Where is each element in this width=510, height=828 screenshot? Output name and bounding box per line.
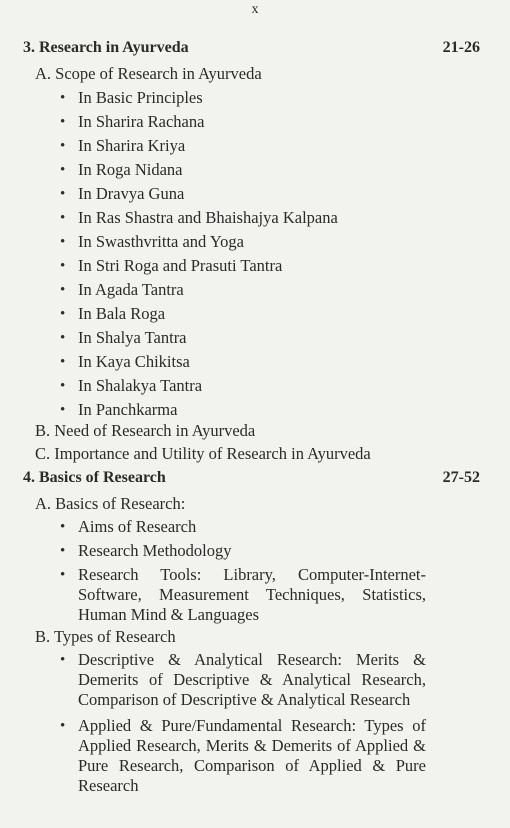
section-heading: B. Types of Research bbox=[35, 627, 176, 646]
chapter-pages: 27-52 bbox=[442, 469, 480, 486]
list-item: • Research Methodology bbox=[60, 539, 232, 563]
list-item: • In Shalakya Tantra bbox=[60, 374, 338, 398]
list-item: • In Bala Roga bbox=[60, 302, 338, 326]
chapter-heading bbox=[23, 469, 480, 487]
bullet-list bbox=[60, 86, 338, 422]
list-item: • In Swasthvritta and Yoga bbox=[60, 230, 338, 254]
section-heading: B. Need of Research in Ayurveda bbox=[35, 421, 256, 440]
section-heading: A. Scope of Research in Ayurveda bbox=[35, 64, 262, 83]
bullet-list bbox=[60, 565, 426, 631]
list-item: • Aims of Research bbox=[60, 515, 232, 539]
bullet-list bbox=[60, 515, 232, 563]
list-item: • In Kaya Chikitsa bbox=[60, 350, 338, 374]
page-number: x bbox=[251, 2, 259, 17]
chapter-heading bbox=[23, 39, 480, 57]
list-item: • In Ras Shastra and Bhaishajya Kalpana bbox=[60, 206, 338, 230]
section-heading: C. Importance and Utility of Research in Ayurveda bbox=[35, 444, 371, 463]
chapter-title: 4. Basics of Research bbox=[23, 469, 166, 486]
list-item: • In Sharira Kriya bbox=[60, 134, 338, 158]
chapter-pages: 21-26 bbox=[442, 39, 480, 56]
list-item: • Applied & Pure/Fundamental Research: Types of Applied Research, Merits & Demerits of Applied & Pure Research, Comparison of Applied & Pure Research bbox=[60, 716, 426, 796]
list-item: • Descriptive & Analytical Research: Merits & Demerits of Descriptive & Analytical Research, Comparison of Descriptive & Analytical Research bbox=[60, 650, 426, 710]
chapter-title: 3. Research in Ayurveda bbox=[23, 39, 189, 56]
list-item: • In Basic Principles bbox=[60, 86, 338, 110]
bullet-list bbox=[60, 650, 426, 802]
list-item: • In Roga Nidana bbox=[60, 158, 338, 182]
list-item: • In Shalya Tantra bbox=[60, 326, 338, 350]
list-item: • In Panchkarma bbox=[60, 398, 338, 422]
list-item: • In Stri Roga and Prasuti Tantra bbox=[60, 254, 338, 278]
list-item: • In Sharira Rachana bbox=[60, 110, 338, 134]
list-item: • Research Tools: Library, Computer-Internet-Software, Measurement Techniques, Statistics, Human Mind & Languages bbox=[60, 565, 426, 625]
section-heading: A. Basics of Research: bbox=[35, 494, 186, 513]
list-item: • In Agada Tantra bbox=[60, 278, 338, 302]
list-item: • In Dravya Guna bbox=[60, 182, 338, 206]
